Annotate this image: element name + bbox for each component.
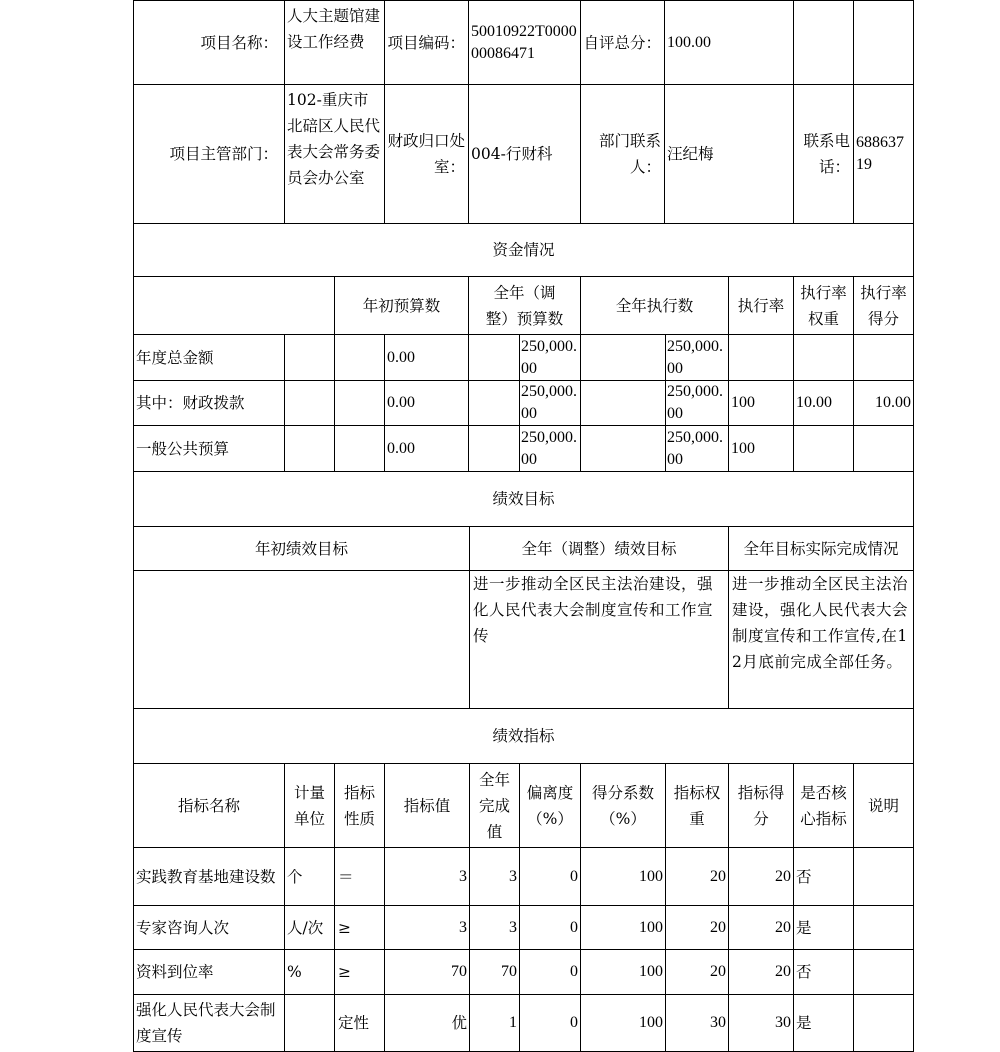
goals-section-title: 绩效目标 (492, 490, 555, 508)
ind-row-score: 20 (775, 963, 791, 980)
col-adjusted-budget: 全年（调整）预算数 (485, 283, 564, 328)
ind-row-value: 70 (451, 963, 467, 980)
ind-row-value: 3 (459, 867, 467, 885)
fund-row-score (854, 335, 913, 380)
ind-header-note: 说明 (867, 796, 899, 815)
ind-row-core: 否 (796, 963, 812, 981)
fund-row-label: 年度总金额 (136, 348, 214, 367)
adjusted-goal-text: 进一步推动全区民主法治建设，强化人民代表大会制度宣传和工作宣传 (473, 575, 714, 645)
fund-row-weight: 10.00 (796, 394, 832, 411)
project-code-label: 项目编码： (387, 33, 465, 52)
ind-row-coef: 100 (639, 1014, 663, 1031)
ind-row-deviation: 0 (570, 867, 578, 885)
ind-header-deviation: 偏离度（%） (526, 783, 574, 828)
ind-row-unit: 人/次 (287, 918, 324, 937)
self-score-value: 100.00 (667, 33, 711, 51)
fund-row-label: 一般公共预算 (136, 439, 230, 458)
ind-row-done: 3 (509, 867, 517, 885)
self-score-label: 自评总分： (583, 33, 661, 52)
ind-row-unit: 个 (287, 867, 303, 886)
ind-row-deviation: 0 (570, 963, 578, 980)
ind-row-value: 优 (451, 1014, 467, 1032)
contact-person-value: 汪纪梅 (667, 145, 714, 163)
fund-row-weight (794, 335, 853, 380)
fund-row-adjusted: 250,000.00 (521, 428, 577, 468)
ind-header-score: 指标得分 (737, 783, 785, 828)
ind-row-score: 30 (775, 1014, 791, 1031)
actual-goal-text: 进一步推动全区民主法治建设，强化人民代表大会制度宣传和工作宣传,在12月底前完成全部任务。 (732, 575, 909, 671)
indicators-section-title: 绩效指标 (492, 727, 555, 745)
ind-row-note (854, 906, 913, 949)
ind-row-nature: ＝ (338, 867, 354, 886)
ind-header-coef: 得分系数（%） (591, 783, 654, 828)
fund-row-executed: 250,000.00 (667, 428, 723, 468)
ind-header-weight: 指标权重 (673, 783, 721, 828)
ind-row-nature: ≥ (338, 918, 351, 937)
ind-row-name: 资料到位率 (136, 963, 214, 981)
fund-row-rate: 100 (731, 394, 755, 411)
col-execution: 全年执行数 (615, 296, 694, 315)
ind-row-done: 1 (509, 1014, 517, 1031)
col-exec-rate: 执行率 (737, 296, 785, 315)
project-code-value: 50010922T000000086471 (471, 22, 577, 62)
col-initial-budget: 年初预算数 (362, 296, 441, 315)
ind-row-weight: 30 (710, 1014, 726, 1031)
initial-goal-text (134, 573, 469, 708)
ind-header-done: 全年完成值 (479, 770, 511, 841)
ind-row-deviation: 0 (570, 1014, 578, 1031)
ind-row-name: 强化人民代表大会制度宣传 (136, 1001, 276, 1045)
fund-row-adjusted: 250,000.00 (521, 337, 577, 377)
ind-row-name: 专家咨询人次 (136, 918, 230, 937)
ind-row-name: 实践教育基地建设数 (136, 867, 276, 886)
fund-row-label: 其中：财政拨款 (136, 394, 245, 412)
ind-header-nature: 指标性质 (343, 783, 375, 828)
finance-office-value: 004-行财科 (471, 145, 553, 163)
phone-value: 68863719 (856, 134, 904, 173)
ind-row-unit (285, 995, 334, 1051)
dept-value: 102-重庆市北碚区人民代表大会常务委员会办公室 (287, 91, 381, 187)
ind-row-nature: ≥ (338, 963, 351, 981)
ind-header-name: 指标名称 (177, 796, 240, 815)
ind-row-deviation: 0 (570, 918, 578, 936)
fund-row-rate (729, 335, 793, 380)
col-score: 执行率得分 (860, 283, 907, 328)
fund-row-initial: 0.00 (387, 394, 415, 411)
project-name-label: 项目名称： (200, 33, 278, 52)
ind-header-value: 指标值 (403, 796, 451, 815)
fund-row-executed: 250,000.00 (667, 337, 723, 377)
ind-row-coef: 100 (639, 918, 663, 936)
fund-row-weight (794, 426, 853, 471)
ind-row-note (854, 950, 913, 994)
ind-row-core: 否 (796, 867, 812, 886)
ind-row-done: 70 (501, 963, 517, 980)
fund-row-initial: 0.00 (387, 439, 415, 457)
finance-office-label: 财政归口处室： (387, 132, 465, 176)
fund-row-rate: 100 (731, 439, 755, 457)
col-adjusted-goal: 全年（调整）绩效目标 (521, 539, 677, 558)
performance-evaluation-table (133, 0, 914, 1052)
ind-row-core: 是 (796, 1014, 812, 1032)
ind-row-score: 20 (775, 918, 791, 936)
ind-row-weight: 20 (710, 867, 726, 885)
fund-row-adjusted: 250,000.00 (521, 383, 577, 422)
col-initial-goal: 年初绩效目标 (254, 539, 348, 558)
ind-row-weight: 20 (710, 963, 726, 980)
ind-row-coef: 100 (639, 963, 663, 980)
ind-header-unit: 计量单位 (293, 783, 325, 828)
ind-row-note (854, 848, 913, 905)
ind-row-note (854, 995, 913, 1051)
ind-row-value: 3 (459, 918, 467, 936)
phone-label: 联系电话： (803, 132, 850, 176)
fund-row-score: 10.00 (875, 394, 911, 411)
fund-row-score (854, 426, 913, 471)
fund-row-initial: 0.00 (387, 348, 415, 366)
ind-header-core: 是否核心指标 (800, 783, 847, 828)
ind-row-nature: 定性 (338, 1014, 370, 1032)
dept-label: 项目主管部门： (169, 145, 278, 163)
fund-row-executed: 250,000.00 (667, 383, 723, 422)
col-actual-goal: 全年目标实际完成情况 (743, 539, 899, 558)
contact-person-label: 部门联系人： (598, 132, 661, 176)
ind-row-weight: 20 (710, 918, 726, 936)
project-name-value: 人大主题馆建设工作经费 (287, 7, 381, 51)
col-weight: 执行率权重 (800, 283, 847, 328)
ind-row-core: 是 (796, 918, 812, 937)
ind-row-score: 20 (775, 867, 791, 885)
ind-row-unit: % (287, 963, 302, 981)
funds-section-title: 资金情况 (492, 241, 555, 259)
ind-row-done: 3 (509, 918, 517, 936)
ind-row-coef: 100 (639, 867, 663, 885)
